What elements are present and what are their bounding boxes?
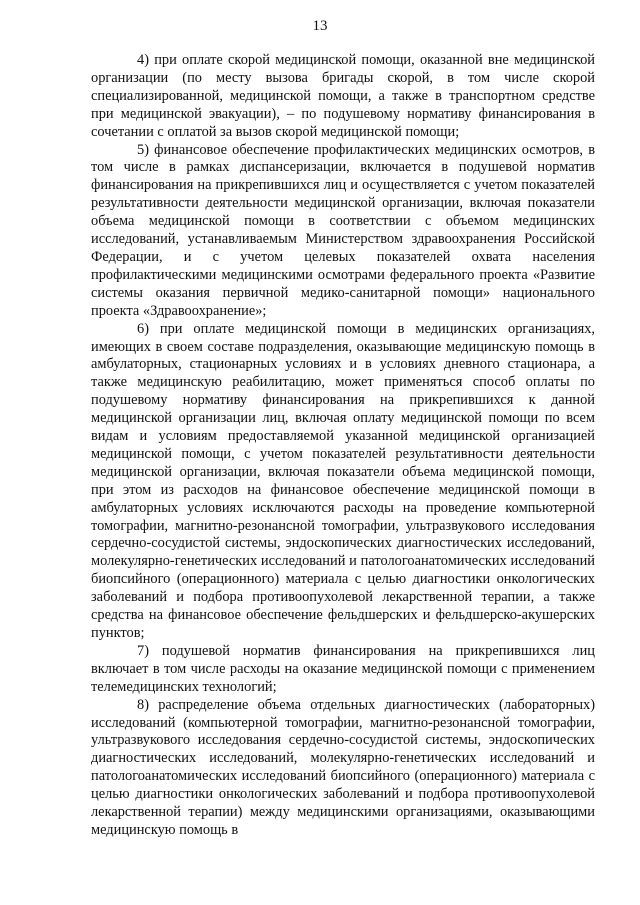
paragraph-item-8: 8) распределение объема отдельных диагностических (лабораторных) исследований (компьютерной томографии, магнитно-резонансной томографии, ультразвукового исследования сердечно-сосудистой системы, эндоскопических диагностических исследований, молекулярно-генетических исследований и патологоанатомических исследований биопсийного (операционного) материала с целью диагностики онкологических заболеваний и подбора противоопухолевой лекарственной терапии) между медицинскими организациями, оказывающими медицинскую помощь в — [91, 696, 595, 838]
paragraph-item-5: 5) финансовое обеспечение профилактических медицинских осмотров, в том числе в рамках диспансеризации, включается в подушевой норматив финансирования на прикрепившихся лиц и осуществляется с учетом показателей результативности деятельности медицинской организации, включая показатели объема медицинской помощи в соответствии с объемом медицинских исследований, устанавливаемым Министерством здравоохранения Российской Федерации, и с учетом целевых показателей охвата населения профилактическими медицинскими осмотрами федерального проекта «Развитие системы оказания первичной медико-санитарной помощи» национального проекта «Здравоохранение»; — [91, 141, 595, 319]
paragraph-item-4: 4) при оплате скорой медицинской помощи, оказанной вне медицинской организации (по месту вызова бригады скорой, в том числе скорой специализированной, медицинской помощи, а также в транспортном средстве при медицинской эвакуации), – по подушевому нормативу финансирования в сочетании с оплатой за вызов скорой медицинской помощи; — [91, 52, 595, 140]
paragraph-item-7: 7) подушевой норматив финансирования на прикрепившихся лиц включает в том числе расходы на оказание медицинской помощи с применением телемедицинских технологий; — [91, 642, 595, 695]
paragraph-item-6: 6) при оплате медицинской помощи в медицинских организациях, имеющих в своем составе подразделения, оказывающие медицинскую помощь в амбулаторных, стационарных условиях и в условиях дневного стационара, а также медицинскую реабилитацию, может применяться способ оплаты по подушевому нормативу финансирования на прикрепившихся к данной медицинской организации лиц, включая оплату медицинской помощи по всем видам и условиям предоставляемой указанной медицинской организацией медицинской помощи, с учетом показателей результативности деятельности медицинской организации, включая показатели объема медицинской помощи, при этом из расходов на финансовое обеспечение медицинской помощи в амбулаторных условиях исключаются расходы на проведение компьютерной томографии, магнитно-резонансной томографии, ультразвукового исследования сердечно-сосудистой системы, эндоскопических диагностических исследований, молекулярно-генетических исследований и патологоанатомических исследований биопсийного (операционного) материала с целью диагностики онкологических заболеваний и подбора противоопухолевой лекарственной терапии, а также средства на финансовое обеспечение фельдшерских и фельдшерско-акушерских пунктов; — [91, 320, 595, 641]
document-body — [91, 52, 595, 840]
page-number: 13 — [312, 18, 328, 34]
